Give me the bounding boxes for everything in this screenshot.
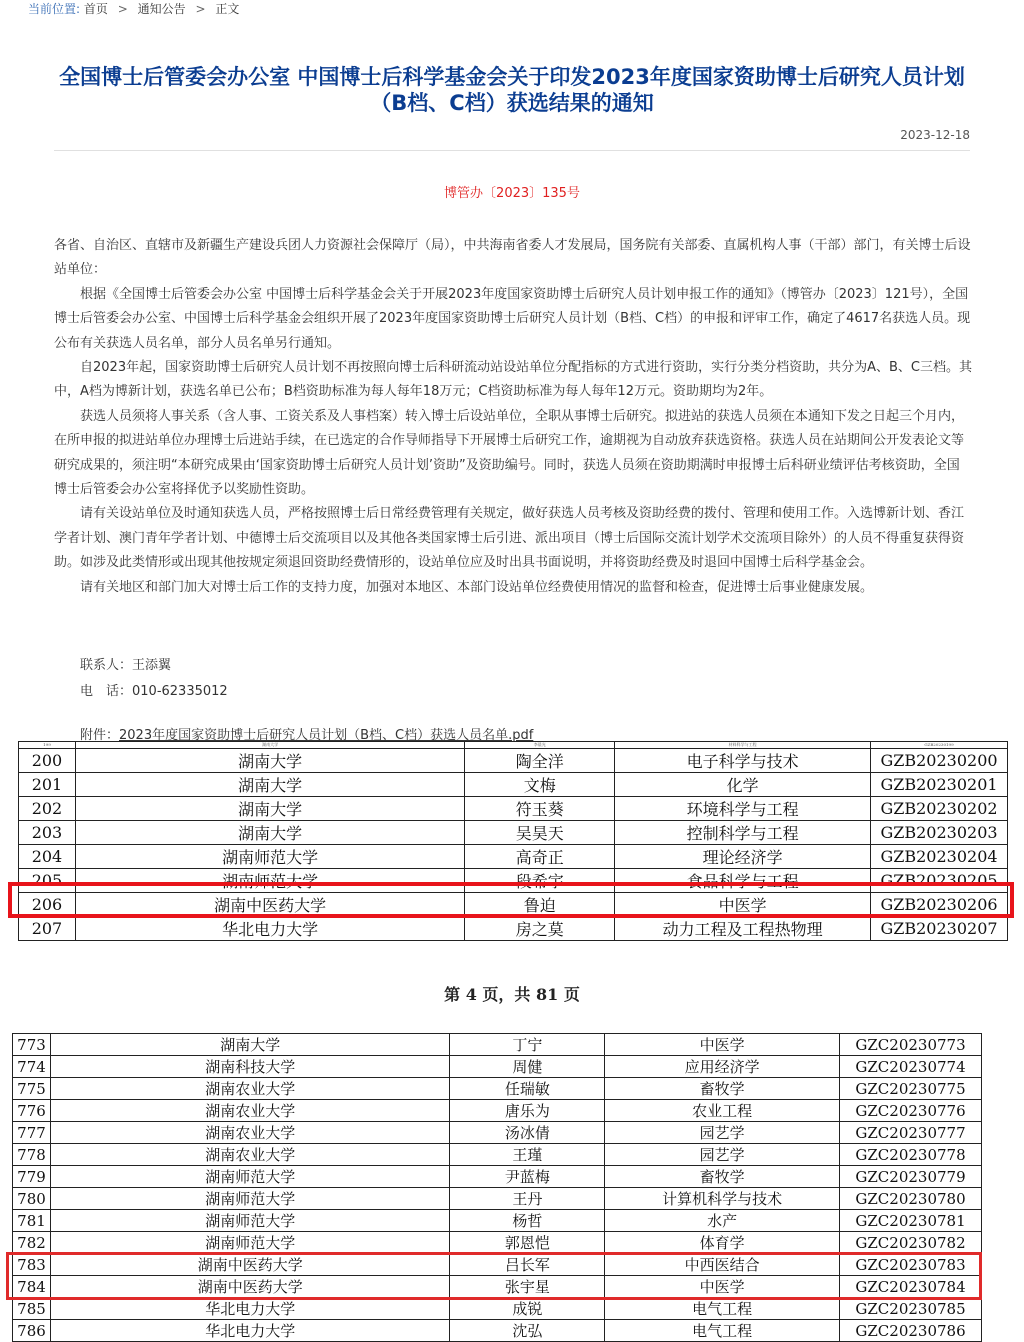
table-row bbox=[13, 1056, 982, 1078]
cell-code: GZC20230774 bbox=[840, 1056, 982, 1078]
cell-unit: 湖南大学 bbox=[75, 821, 464, 845]
cell-unit: 湖南师范大学 bbox=[50, 1232, 449, 1254]
cell-unit: 湖南师范大学 bbox=[50, 1210, 449, 1232]
cell-discipline: 体育学 bbox=[605, 1232, 840, 1254]
table-row bbox=[13, 1210, 982, 1232]
cell-unit: 湖南大学 bbox=[50, 1034, 449, 1056]
cell-index: 206 bbox=[19, 893, 76, 917]
cell-code: GZB20230205 bbox=[871, 869, 1008, 893]
cell-discipline: 畜牧学 bbox=[605, 1166, 840, 1188]
cell-code: GZC20230786 bbox=[840, 1320, 982, 1342]
contact-person: 联系人：王添翼 bbox=[80, 658, 172, 673]
cell-name: 李晨光 bbox=[465, 742, 615, 749]
cell-discipline: 中西医结合 bbox=[605, 1254, 840, 1276]
cell-index: 207 bbox=[19, 917, 76, 941]
table-row bbox=[13, 1034, 982, 1056]
attachment-label: 附件： bbox=[80, 728, 120, 743]
cell-code: GZC20230785 bbox=[840, 1298, 982, 1320]
title-divider bbox=[54, 150, 970, 151]
cell-index: 781 bbox=[13, 1210, 51, 1232]
cell-name: 郭恩恺 bbox=[450, 1232, 605, 1254]
cell-unit: 湖南中医药大学 bbox=[50, 1254, 449, 1276]
cell-discipline: 应用经济学 bbox=[605, 1056, 840, 1078]
cell-code: GZC20230775 bbox=[840, 1078, 982, 1100]
cell-unit: 湖南农业大学 bbox=[50, 1122, 449, 1144]
body-paragraph: 根据《全国博士后管委会办公室 中国博士后科学基金会关于开展2023年度国家资助博士后研究人员计划申报工作的通知》（博管办〔2023〕121号），全国博士后管委会办公室、中国博士后科学基金会组织开展了2023年度国家资助博士后研究人员计划（B档、C档）的申报和评审工作，确定了4617名获选人员。现公布有关获选人员名单，部分人员名单另行通知。 bbox=[54, 286, 971, 351]
breadcrumb-current: 正文 bbox=[215, 2, 240, 16]
cell-unit: 湖南中医药大学 bbox=[75, 893, 464, 917]
cell-index: 780 bbox=[13, 1188, 51, 1210]
table-row bbox=[19, 917, 1008, 941]
page-indicator: 第 4 页，共 81 页 bbox=[444, 985, 580, 1004]
cell-index: 775 bbox=[13, 1078, 51, 1100]
cell-unit: 湖南师范大学 bbox=[50, 1166, 449, 1188]
cell-index: 200 bbox=[19, 749, 76, 773]
cell-unit: 湖南科技大学 bbox=[50, 1056, 449, 1078]
cell-unit: 华北电力大学 bbox=[50, 1320, 449, 1342]
article-body bbox=[54, 234, 972, 600]
cell-name: 沈弘 bbox=[450, 1320, 605, 1342]
cell-code: GZC20230776 bbox=[840, 1100, 982, 1122]
body-paragraph: 获选人员须将人事关系（含人事、工资关系及人事档案）转入博士后设站单位，全职从事博士后研究。拟进站的获选人员须在本通知下发之日起三个月内，在所申报的拟进站单位办理博士后进站手续，在已选定的合作导师指导下开展博士后研究工作，逾期视为自动放弃获选资格。获选人员在站期间公开发表论文等研究成果的，须注明“本研究成果由‘国家资助博士后研究人员计划’资助”及资助编号。同时，获选人员须在资助期满时申报博士后科研业绩评估考核资助，全国博士后管委会办公室将择优予以奖励性资助。 bbox=[54, 408, 965, 498]
table-row bbox=[13, 1232, 982, 1254]
cell-discipline: 中医学 bbox=[605, 1276, 840, 1298]
cell-name: 吕长军 bbox=[450, 1254, 605, 1276]
cell-name: 丁宁 bbox=[450, 1034, 605, 1056]
breadcrumb bbox=[28, 0, 239, 17]
cell-discipline: 环境科学与工程 bbox=[615, 797, 871, 821]
body-paragraph: 请有关设站单位及时通知获选人员，严格按照博士后日常经费管理有关规定，做好获选人员考核及资助经费的拨付、管理和使用工作。入选博新计划、香江学者计划、澳门青年学者计划、中德博士后交流项目以及其他各类国家博士后引进、派出项目（博士后国际交流计划学术交流项目除外）的人员不得重复获得资助。如涉及此类情形或出现其他按规定须退回资助经费情形的，设站单位应及时出具书面说明，并将资助经费及时退回中国博士后科学基金会。 bbox=[54, 506, 965, 571]
cell-name: 尹蓝梅 bbox=[450, 1166, 605, 1188]
table-row bbox=[19, 742, 1008, 749]
cell-unit: 湖南大学 bbox=[75, 742, 464, 749]
cell-unit: 华北电力大学 bbox=[50, 1298, 449, 1320]
cell-code: GZB20230204 bbox=[871, 845, 1008, 869]
cell-discipline: 电气工程 bbox=[605, 1298, 840, 1320]
cell-discipline: 电子科学与技术 bbox=[615, 749, 871, 773]
table-row bbox=[13, 1188, 982, 1210]
cell-discipline: 畜牧学 bbox=[605, 1078, 840, 1100]
cell-name: 吴昊天 bbox=[465, 821, 615, 845]
cell-unit: 湖南大学 bbox=[75, 773, 464, 797]
table-row bbox=[19, 797, 1008, 821]
table-row bbox=[19, 845, 1008, 869]
cell-unit: 湖南大学 bbox=[75, 797, 464, 821]
cell-name: 王瑾 bbox=[450, 1144, 605, 1166]
cell-index: 204 bbox=[19, 845, 76, 869]
cell-code: GZC20230773 bbox=[840, 1034, 982, 1056]
cell-code: GZC20230779 bbox=[840, 1166, 982, 1188]
highlight-box-rows-783-784 bbox=[6, 1252, 982, 1300]
table-row bbox=[13, 1122, 982, 1144]
cell-code: GZB20230202 bbox=[871, 797, 1008, 821]
cell-discipline: 园艺学 bbox=[605, 1122, 840, 1144]
cell-code: GZB20230206 bbox=[871, 893, 1008, 917]
cell-index: 201 bbox=[19, 773, 76, 797]
cell-unit: 湖南师范大学 bbox=[75, 869, 464, 893]
cell-discipline: 理论经济学 bbox=[615, 845, 871, 869]
body-paragraph: 自2023年起，国家资助博士后研究人员计划不再按照向博士后科研流动站设站单位分配指标的方式进行资助，实行分类分档资助，共分为A、B、C三档。其中，A档为博新计划，获选名单已公布；B档资助标准为每人每年18万元；C档资助标准为每人每年12万元。资助期均为2年。 bbox=[54, 360, 972, 400]
cell-index: 777 bbox=[13, 1122, 51, 1144]
cell-name: 陶全洋 bbox=[465, 749, 615, 773]
cell-discipline: 动力工程及工程热物理 bbox=[615, 917, 871, 941]
cell-name: 张宇星 bbox=[450, 1276, 605, 1298]
cell-unit: 湖南农业大学 bbox=[50, 1144, 449, 1166]
cell-discipline: 材料科学与工程 bbox=[615, 742, 871, 749]
cell-code: GZC20230784 bbox=[840, 1276, 982, 1298]
table-row bbox=[13, 1144, 982, 1166]
cell-code: GZC20230781 bbox=[840, 1210, 982, 1232]
cell-code: GZB20230207 bbox=[871, 917, 1008, 941]
document-number: 博管办〔2023〕135号 bbox=[444, 186, 580, 201]
article-date: 2023-12-18 bbox=[900, 128, 970, 142]
cell-name: 鲁迫 bbox=[465, 893, 615, 917]
cell-code: GZB20230203 bbox=[871, 821, 1008, 845]
cell-discipline: 控制科学与工程 bbox=[615, 821, 871, 845]
table-row bbox=[19, 773, 1008, 797]
cell-name: 成锐 bbox=[450, 1298, 605, 1320]
cell-index: 199 bbox=[19, 742, 76, 749]
cell-discipline: 中医学 bbox=[615, 893, 871, 917]
cell-discipline: 电气工程 bbox=[605, 1320, 840, 1342]
cell-code: GZC20230783 bbox=[840, 1254, 982, 1276]
breadcrumb-separator: > bbox=[117, 2, 128, 16]
cell-index: 783 bbox=[13, 1254, 51, 1276]
cell-unit: 华北电力大学 bbox=[75, 917, 464, 941]
table-row bbox=[13, 1100, 982, 1122]
cell-index: 774 bbox=[13, 1056, 51, 1078]
cell-discipline: 食品科学与工程 bbox=[615, 869, 871, 893]
cell-code: GZC20230777 bbox=[840, 1122, 982, 1144]
cell-discipline: 农业工程 bbox=[605, 1100, 840, 1122]
table-row bbox=[13, 1320, 982, 1342]
cell-unit: 湖南师范大学 bbox=[75, 845, 464, 869]
cell-name: 符玉葵 bbox=[465, 797, 615, 821]
cell-index: 782 bbox=[13, 1232, 51, 1254]
cell-name: 高奇正 bbox=[465, 845, 615, 869]
cell-name: 唐乐为 bbox=[450, 1100, 605, 1122]
salutation-paragraph: 各省、自治区、直辖市及新疆生产建设兵团人力资源社会保障厅（局），中共海南省委人才发展局，国务院有关部委、直属机构人事（干部）部门，有关博士后设站单位： bbox=[54, 238, 971, 278]
contact-phone: 电 话：010-62335012 bbox=[80, 684, 228, 699]
cell-index: 779 bbox=[13, 1166, 51, 1188]
cell-code: GZC20230782 bbox=[840, 1232, 982, 1254]
cell-discipline: 化学 bbox=[615, 773, 871, 797]
breadcrumb-label: 当前位置: bbox=[28, 2, 81, 16]
cell-index: 786 bbox=[13, 1320, 51, 1342]
cell-index: 205 bbox=[19, 869, 76, 893]
table-row bbox=[13, 1078, 982, 1100]
cell-index: 203 bbox=[19, 821, 76, 845]
cell-unit: 湖南农业大学 bbox=[50, 1078, 449, 1100]
table-row bbox=[19, 749, 1008, 773]
cell-code: GZB20230200 bbox=[871, 749, 1008, 773]
cell-name: 段希宇 bbox=[465, 869, 615, 893]
cell-unit: 湖南中医药大学 bbox=[50, 1276, 449, 1298]
cell-name: 周健 bbox=[450, 1056, 605, 1078]
cell-name: 王丹 bbox=[450, 1188, 605, 1210]
cell-code: GZC20230778 bbox=[840, 1144, 982, 1166]
body-paragraph: 请有关地区和部门加大对博士后工作的支持力度，加强对本地区、本部门设站单位经费使用情况的监督和检查，促进博士后事业健康发展。 bbox=[80, 579, 874, 595]
cell-discipline: 水产 bbox=[605, 1210, 840, 1232]
cell-unit: 湖南师范大学 bbox=[50, 1188, 449, 1210]
cell-index: 202 bbox=[19, 797, 76, 821]
cell-name: 汤冰倩 bbox=[450, 1122, 605, 1144]
highlight-box-row-206 bbox=[8, 882, 1014, 918]
cell-index: 773 bbox=[13, 1034, 51, 1056]
cell-code: GZC20230780 bbox=[840, 1188, 982, 1210]
cell-name: 杨哲 bbox=[450, 1210, 605, 1232]
article-title: 全国博士后管委会办公室 中国博士后科学基金会关于印发2023年度国家资助博士后研究人员计划 （B档、C档）获选结果的通知 bbox=[59, 65, 965, 115]
cell-discipline: 计算机科学与技术 bbox=[605, 1188, 840, 1210]
breadcrumb-home-link[interactable]: 首页 bbox=[83, 2, 108, 16]
breadcrumb-separator: > bbox=[195, 2, 206, 16]
cell-discipline: 中医学 bbox=[605, 1034, 840, 1056]
cell-unit: 湖南大学 bbox=[75, 749, 464, 773]
attachment-pdf-link[interactable]: 2023年度国家资助博士后研究人员计划（B档、C档）获选人员名单.pdf bbox=[119, 728, 534, 743]
table-row bbox=[13, 1166, 982, 1188]
cell-code: GZB20230201 bbox=[871, 773, 1008, 797]
cell-unit: 湖南农业大学 bbox=[50, 1100, 449, 1122]
cell-name: 房之莫 bbox=[465, 917, 615, 941]
cell-discipline: 园艺学 bbox=[605, 1144, 840, 1166]
table-row bbox=[19, 821, 1008, 845]
cell-index: 778 bbox=[13, 1144, 51, 1166]
cell-code: GZB20230199 bbox=[871, 742, 1008, 749]
cell-name: 任瑞敏 bbox=[450, 1078, 605, 1100]
cell-index: 776 bbox=[13, 1100, 51, 1122]
cell-index: 784 bbox=[13, 1276, 51, 1298]
table-row bbox=[13, 1298, 982, 1320]
cell-name: 文梅 bbox=[465, 773, 615, 797]
breadcrumb-section-link[interactable]: 通知公告 bbox=[137, 2, 186, 16]
cell-index: 785 bbox=[13, 1298, 51, 1320]
